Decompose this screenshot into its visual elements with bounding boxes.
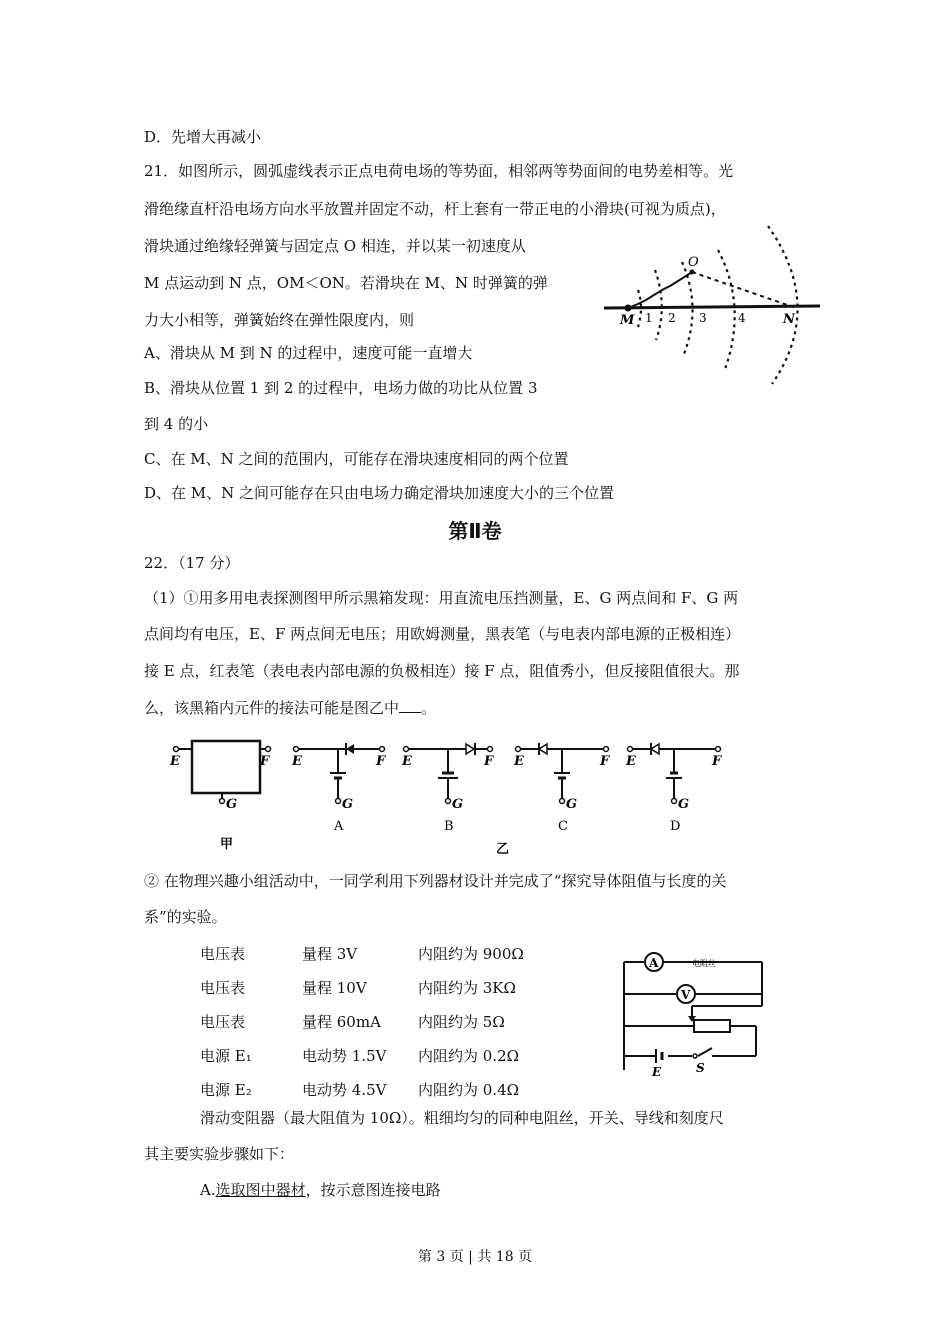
label-1: 1 xyxy=(645,311,653,325)
section-title: 第Ⅱ卷 xyxy=(448,519,502,543)
q21-option-c: C、在 M、N 之间的范围内，可能存在滑块速度相同的两个位置 xyxy=(144,450,569,468)
label-3: 3 xyxy=(699,311,707,325)
circuit-option-b xyxy=(401,743,494,834)
black-box-jia xyxy=(169,741,271,852)
equipment-name: 电压表 xyxy=(200,944,246,963)
b-caption: B xyxy=(444,819,454,834)
a-caption: A xyxy=(334,819,344,834)
rheostat-text-end: ）。粗细均匀的同种电阻丝，开关、导线和刻度尺 xyxy=(401,1109,724,1127)
jia-label-g: G xyxy=(226,797,238,812)
d-label-e: E xyxy=(626,754,636,769)
omega-symbol: Ω xyxy=(506,1080,520,1099)
step-a-text: ，按示意图连接电路 xyxy=(305,1181,441,1199)
equipment-row xyxy=(200,1004,524,1038)
b-label-f: F xyxy=(484,754,494,769)
q21-option-b: B、滑块从位置 1 到 2 的过程中，电场力做的功比从位置 3 xyxy=(144,379,538,397)
equipment-resistance xyxy=(418,970,524,1004)
rheostat-line xyxy=(200,1108,724,1128)
experiment-circuit xyxy=(616,950,776,1080)
equipment-spec: 量程 60mA xyxy=(302,1012,381,1031)
q21-option-b-cont: 到 4 的小 xyxy=(144,415,209,433)
label-2: 2 xyxy=(668,311,676,325)
jia-caption: 甲 xyxy=(220,837,234,852)
q21-option-a: A、滑块从 M 到 N 的过程中，速度可能一直增大 xyxy=(144,344,473,362)
equipment-row xyxy=(200,1038,524,1072)
q22-part1-line3: 接 E 点，红表笔（表电表内部电源的负极相连）接 F 点，阻值秀小，但反接阻值很大。那 xyxy=(144,662,740,680)
dashed-o-n xyxy=(692,272,796,308)
equipment-name: 电压表 xyxy=(200,1012,246,1031)
q22-part2-line1: ② 在物理兴趣小组活动中，一同学利用下列器材设计并完成了“探究导体阻值与长度的关 xyxy=(144,872,727,890)
a-label-g: G xyxy=(342,797,354,812)
circuit-option-c xyxy=(513,743,610,834)
equipment-resistance-value: 内阻约为 5 xyxy=(418,1012,493,1031)
equipment-resistance xyxy=(418,1038,524,1072)
q22-part1-line4-end: 。 xyxy=(421,699,437,717)
switch-label: S xyxy=(696,1061,705,1075)
equipment-row xyxy=(200,1072,524,1106)
equipment-row xyxy=(200,936,524,970)
step-a-underlined: 选取图中器材 xyxy=(215,1181,306,1199)
q22-part2-line2: 系”的实验。 xyxy=(144,908,227,926)
q21-stem-line1: 21．如图所示，圆弧虚线表示正点电荷电场的等势面，相邻两等势面间的电势差相等。光 xyxy=(144,162,734,180)
q21-stem-line4: M 点运动到 N 点，OM＜ON。若滑块在 M、N 时弹簧的弹 xyxy=(144,274,548,292)
slider-m xyxy=(625,305,632,312)
equipment-resistance-value: 内阻约为 0.2 xyxy=(418,1046,507,1065)
d-caption: D xyxy=(670,819,681,834)
label-m: M xyxy=(620,313,635,328)
answer-blank[interactable] xyxy=(399,698,421,713)
equipment-spec: 电动势 4.5V xyxy=(302,1080,387,1099)
voltmeter-label: V xyxy=(681,988,691,1002)
circuit-option-d xyxy=(625,743,722,834)
d-label-g: G xyxy=(678,797,690,812)
equipment-name: 电源 E₂ xyxy=(200,1080,252,1099)
rheostat-text: 滑动变阻器（最大阻值为 10 xyxy=(200,1109,389,1127)
c-label-f: F xyxy=(600,754,610,769)
equipment-resistance-value: 内阻约为 900 xyxy=(418,944,512,963)
label-n: N xyxy=(783,312,795,327)
omega-symbol: Ω xyxy=(492,1012,505,1031)
c-caption: C xyxy=(558,819,568,834)
step-a-label: A. xyxy=(200,1181,216,1199)
equipment-resistance xyxy=(418,936,524,970)
q21-stem-line2: 滑绝缘直杆沿电场方向水平放置并固定不动，杆上套有一带正电的小滑块(可视为质点)， xyxy=(144,200,726,218)
option-d-q20: D．先增大再减小 xyxy=(144,128,262,146)
jia-label-f: F xyxy=(260,754,270,769)
q21-figure xyxy=(600,222,830,392)
q21-stem-line5: 力大小相等，弹簧始终在弹性限度内，则 xyxy=(144,311,415,329)
steps-intro: 其主要实验步骤如下： xyxy=(144,1145,295,1163)
equipment-spec: 量程 10V xyxy=(302,978,367,997)
b-label-g: G xyxy=(452,797,464,812)
equipment-resistance-value: 内阻约为 3K xyxy=(418,978,504,997)
point-o xyxy=(690,270,695,275)
ammeter-label: A xyxy=(649,956,659,970)
b-label-e: E xyxy=(402,754,412,769)
yi-caption: 乙 xyxy=(496,842,510,857)
page-footer: 第 3 页 | 共 18 页 xyxy=(417,1249,533,1265)
equipotential-2 xyxy=(655,270,662,340)
battery-label: E xyxy=(652,1065,662,1079)
rod xyxy=(604,306,820,308)
q21-stem-line3: 滑块通过绝缘轻弹簧与固定点 O 相连，并以某一初速度从 xyxy=(144,237,526,255)
d-label-f: F xyxy=(712,754,722,769)
jia-label-e: E xyxy=(170,754,180,769)
equipment-spec: 量程 3V xyxy=(302,944,358,963)
circuit-option-a xyxy=(291,743,386,834)
a-label-e: E xyxy=(292,754,302,769)
step-a xyxy=(200,1180,441,1200)
label-o: O xyxy=(688,255,699,270)
omega-symbol: Ω xyxy=(506,1046,520,1065)
q22-part1-line1: （1）①用多用电表探测图甲所示黑箱发现：用直流电压挡测量，E、G 两点间和 F、G 两 xyxy=(144,589,739,607)
q22-part1-line4-text: 么，该黑箱内元件的接法可能是图乙中 xyxy=(144,699,400,717)
equipment-resistance-value: 内阻约为 0.4 xyxy=(418,1080,507,1099)
omega-symbol: Ω xyxy=(503,978,516,997)
equipment-spec: 电动势 1.5V xyxy=(302,1046,387,1065)
label-4: 4 xyxy=(738,311,746,325)
wire-label: 电阻丝 xyxy=(692,959,716,968)
equipment-table xyxy=(200,936,524,1106)
equipment-name: 电压表 xyxy=(200,978,246,997)
equipotential-4 xyxy=(718,250,735,372)
c-label-g: G xyxy=(566,797,578,812)
equipment-resistance xyxy=(418,1004,524,1038)
omega-symbol: Ω xyxy=(388,1109,402,1127)
q22-header: 22．（17 分） xyxy=(144,554,240,572)
spring xyxy=(628,272,692,308)
c-label-e: E xyxy=(514,754,524,769)
omega-symbol: Ω xyxy=(511,944,524,963)
q22-blackbox-figure xyxy=(166,733,746,858)
a-label-f: F xyxy=(376,754,386,769)
equipment-name: 电源 E₁ xyxy=(200,1046,252,1065)
equipment-row xyxy=(200,970,524,1004)
q22-part1-line2: 点间均有电压，E、F 两点间无电压；用欧姆测量，黑表笔（与电表内部电源的正极相连） xyxy=(144,625,741,643)
q22-part1-line4 xyxy=(144,698,436,718)
q21-option-d: D、在 M、N 之间可能存在只由电场力确定滑块加速度大小的三个位置 xyxy=(144,484,615,502)
equipment-resistance xyxy=(418,1072,524,1106)
